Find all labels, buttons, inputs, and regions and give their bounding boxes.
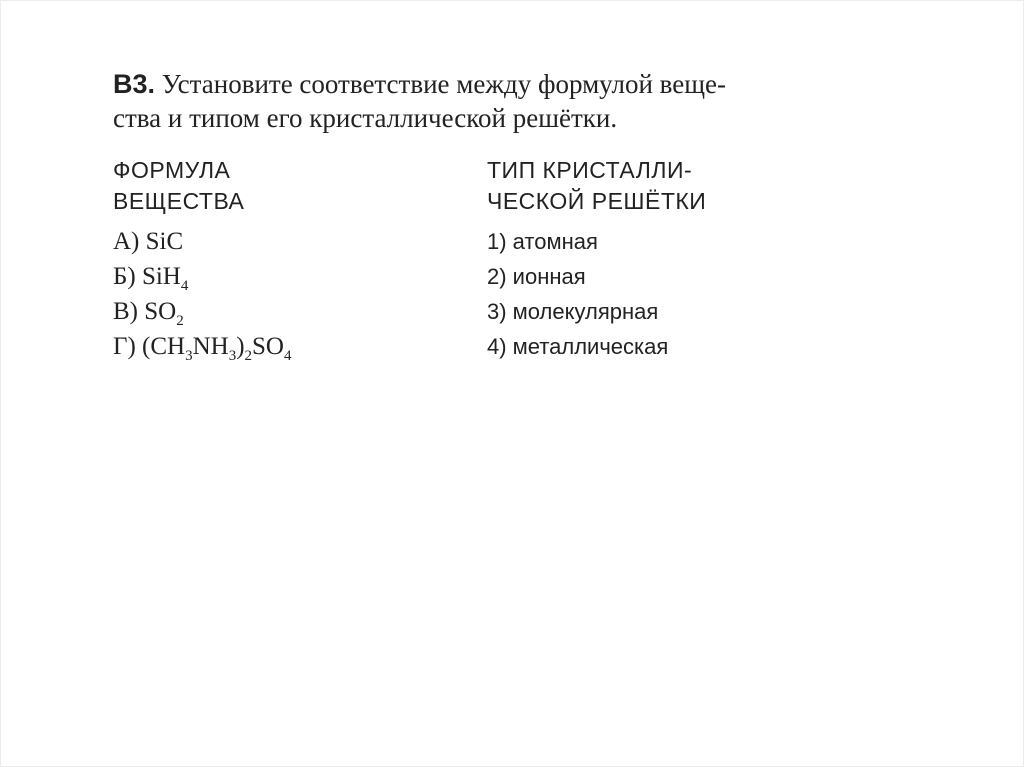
formula-list (113, 224, 483, 364)
formula-item (113, 259, 483, 294)
task-text-line-1: Установите соответствие между формулой веще- (161, 69, 726, 99)
chemical-formula: SiH$_4$ (141, 263, 189, 294)
formula-item (113, 329, 483, 364)
lattice-type-item: 1) атомная (487, 229, 598, 254)
chemical-formula: $(CH_3NH_3)_2SO_4$ (142, 333, 292, 364)
formula-item (113, 294, 483, 329)
lattice-type-column (487, 155, 907, 364)
formula-item-label: А) (113, 228, 146, 255)
lattice-header-line-2: ЧЕСКОЙ РЕШЁТКИ (487, 188, 707, 214)
task-number: В3. (113, 69, 156, 99)
task-block (113, 67, 913, 415)
formula-header-line-1: ФОРМУЛА (113, 157, 231, 183)
formula-column (113, 155, 483, 364)
lattice-header-line-1: ТИП КРИСТАЛЛИ- (487, 157, 693, 183)
chemical-formula: $SO_2$ (144, 298, 184, 329)
lattice-type-item: 4) металлическая (487, 334, 669, 359)
matching-columns (113, 155, 913, 415)
formula-item-label: В) (113, 298, 145, 325)
formula-item (113, 224, 483, 259)
task-statement (113, 67, 893, 135)
task-statement-line-1 (113, 67, 893, 101)
task-text-line-2: ства и типом его кристаллической решётки. (113, 103, 618, 133)
lattice-column-header (487, 155, 907, 217)
lattice-type-item: 2) ионная (487, 264, 586, 289)
formula-header-line-2: ВЕЩЕСТВА (113, 188, 245, 214)
lattice-type-list (487, 224, 907, 364)
lattice-type-item: 3) молекулярная (487, 299, 659, 324)
formula-item-label: Г) (113, 333, 143, 360)
formula-item-label: Б) (113, 263, 142, 290)
formula-column-header (113, 155, 483, 217)
chemical-formula: SiC (145, 228, 184, 255)
